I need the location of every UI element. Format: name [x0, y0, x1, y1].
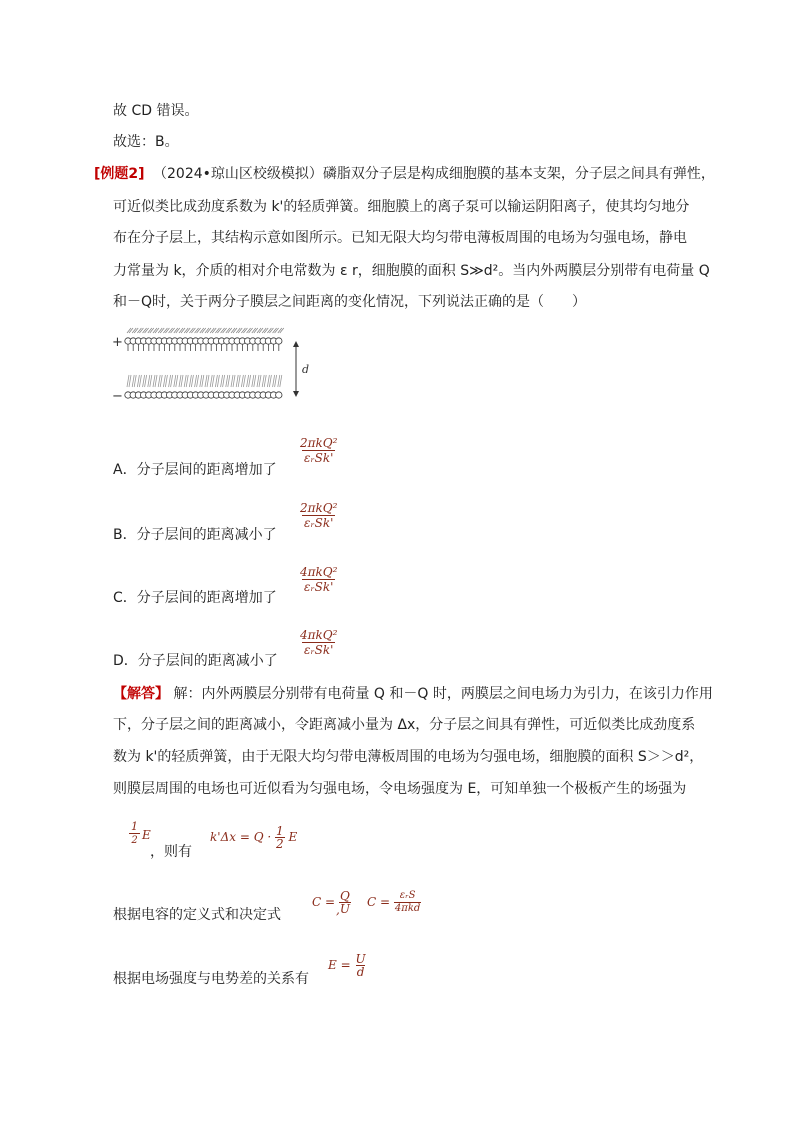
- lipid-tail: [231, 375, 233, 387]
- half-fraction: [129, 820, 140, 847]
- outer-lipid-layer: [125, 328, 284, 351]
- d-label: d: [302, 363, 310, 376]
- option-b-numerator: 2πkQ²: [300, 501, 338, 515]
- lipid-tail: [275, 375, 277, 387]
- option-d-fraction: [298, 628, 339, 657]
- lipid-tail: [171, 375, 173, 387]
- example-line-2: 可近似类比成劲度系数为 k'的轻质弹簧。细胞膜上的离子泵可以输运阴阳离子，使其均匀地分: [113, 199, 690, 215]
- lipid-tail: [176, 375, 178, 387]
- inner-lipid-layer: [125, 375, 282, 398]
- half-numerator: 1: [131, 820, 138, 833]
- spring-equation-left: k'Δx = Q ·: [210, 830, 272, 844]
- c2-numerator: εᵣS: [399, 890, 416, 901]
- lipid-tail: [127, 375, 129, 387]
- example-line-1: （2024•琼山区校级模拟）磷脂双分子层是构成细胞膜的基本支架，分子层之间具有弹性，: [153, 166, 715, 182]
- lipid-tail: [278, 375, 280, 387]
- option-b-fraction: [298, 501, 339, 530]
- lipid-tail: [148, 375, 150, 387]
- lipid-tail: [262, 375, 264, 387]
- spring-half-denominator: 2: [275, 837, 284, 851]
- option-d-label: D．分子层间的距离减小了: [113, 653, 278, 669]
- distance-arrow: [293, 341, 299, 397]
- lipid-tail: [195, 375, 197, 387]
- field-text: 根据电场强度与电势差的关系有: [113, 971, 309, 987]
- example-question: [94, 164, 715, 184]
- lipid-tail: [217, 375, 219, 387]
- lipid-tail: [249, 375, 251, 387]
- lipid-tail: [233, 375, 235, 387]
- membrane-figure: [110, 325, 320, 410]
- spring-equation: [210, 825, 297, 850]
- lipid-tail: [238, 375, 240, 387]
- lipid-tail: [134, 375, 136, 387]
- field-relation: [328, 953, 367, 978]
- capacitance-definition: [312, 890, 351, 915]
- solution-line-4: 则膜层周围的电场也可近似看为匀强电场，令电场强度为 E，可知单独一个极板产生的场强为: [113, 781, 687, 797]
- lipid-tail: [158, 375, 160, 387]
- c1-denominator: U: [339, 902, 351, 916]
- c2-denominator: 4πkd: [394, 903, 421, 914]
- lipid-tail: [186, 375, 188, 387]
- example-tag: [例题2]: [94, 166, 145, 182]
- e-numerator: U: [355, 952, 366, 966]
- then-text: ，则有: [150, 844, 192, 860]
- c1-left: C =: [312, 895, 336, 909]
- prev-line-2: 故选：B。: [113, 134, 179, 150]
- lipid-tail: [273, 375, 275, 387]
- c2-left: C =: [367, 895, 391, 909]
- example-line-3: 布在分子层上，其结构示意如图所示。已知无限大均匀带电薄板周围的电场为匀强电场，静电: [113, 230, 687, 246]
- option-c-fraction: [298, 565, 339, 594]
- lipid-tail: [254, 375, 256, 387]
- option-a-numerator: 2πkQ²: [300, 436, 338, 450]
- lipid-tail: [264, 375, 266, 387]
- e-fraction: [354, 953, 366, 978]
- lipid-tail: [228, 375, 230, 387]
- option-d-numerator: 4πkQ²: [300, 628, 338, 642]
- lipid-tail: [169, 375, 171, 387]
- minus-sign: −: [112, 389, 123, 404]
- lipid-tail: [226, 375, 228, 387]
- lipid-tail: [153, 375, 155, 387]
- lipid-tail: [179, 375, 181, 387]
- plus-sign: +: [112, 335, 123, 350]
- lipid-tail: [145, 375, 147, 387]
- lipid-tail: [132, 375, 134, 387]
- lipid-tail: [210, 375, 212, 387]
- lipid-tail: [137, 375, 139, 387]
- c1-fraction: [339, 890, 351, 915]
- lipid-tail: [257, 375, 259, 387]
- membrane-diagram: [110, 325, 320, 410]
- lipid-tail: [252, 375, 254, 387]
- solution-text-1: 解：内外两膜层分别带有电荷量 Q 和－Q 时，两膜层之间电场力为引力，在该引力作用: [173, 686, 713, 702]
- option-a-label: A．分子层间的距离增加了: [113, 462, 277, 478]
- spring-equation-right: E: [288, 830, 298, 844]
- lipid-tail: [139, 375, 141, 387]
- lipid-tail: [243, 375, 245, 387]
- lipid-tail: [150, 375, 152, 387]
- lipid-tail: [174, 375, 176, 387]
- lipid-tail: [269, 375, 271, 387]
- prev-line-1: 故 CD 错误。: [113, 103, 199, 119]
- half-field-E: E: [142, 828, 151, 842]
- e-denominator: d: [356, 965, 365, 979]
- lipid-tail: [165, 375, 167, 387]
- lipid-head: [276, 392, 282, 398]
- option-b-label: B．分子层间的距离减小了: [113, 527, 277, 543]
- capacitance-determination: [367, 890, 421, 915]
- lipid-tail: [259, 375, 261, 387]
- lipid-tail: [223, 375, 225, 387]
- lipid-tail: [241, 375, 243, 387]
- half-denominator: 2: [131, 835, 138, 846]
- lipid-tail: [202, 375, 204, 387]
- lipid-tail: [236, 375, 238, 387]
- solution-tag: 【解答】: [113, 686, 169, 702]
- lipid-tail: [127, 328, 131, 333]
- lipid-head: [276, 338, 282, 344]
- lipid-tail: [215, 375, 217, 387]
- lipid-tail: [207, 375, 209, 387]
- example-line-4: 力常量为 k，介质的相对介电常数为 ε r，细胞膜的面积 S≫d²。当内外两膜层分别带有电荷量 Q: [113, 263, 710, 279]
- lipid-tail: [160, 375, 162, 387]
- lipid-tail: [191, 375, 193, 387]
- lipid-tail: [200, 375, 202, 387]
- e-left: E =: [328, 958, 351, 972]
- option-c-denominator: εᵣSk': [304, 580, 334, 594]
- lipid-tail: [143, 375, 145, 387]
- lipid-tail: [205, 375, 207, 387]
- lipid-tail: [280, 328, 284, 333]
- lipid-tail: [189, 375, 191, 387]
- option-c-numerator: 4πkQ²: [300, 565, 338, 579]
- solution-line-2: 下，分子层之间的距离减小，令距离减小量为 Δx，分子层之间具有弹性，可近似类比成劲度系: [113, 717, 696, 733]
- solution-line-3: 数为 k'的轻质弹簧，由于无限大均匀带电薄板周围的电场为匀强电场，细胞膜的面积 S＞＞d²，: [113, 749, 704, 765]
- spring-half-fraction: [275, 825, 285, 850]
- lipid-tail: [155, 375, 157, 387]
- lipid-tail: [197, 375, 199, 387]
- lipid-tail: [221, 375, 223, 387]
- capacitance-comma: ,: [336, 903, 340, 917]
- lipid-tail: [212, 375, 214, 387]
- lipid-tail: [129, 375, 131, 387]
- example-line-5: 和－Q时，关于两分子膜层之间距离的变化情况，下列说法正确的是（ ）: [113, 294, 587, 310]
- lipid-tail: [163, 375, 165, 387]
- option-b-denominator: εᵣSk': [304, 516, 334, 530]
- c2-fraction: [394, 890, 421, 915]
- lipid-tail: [280, 375, 282, 387]
- spring-half-numerator: 1: [275, 824, 284, 838]
- lipid-tail: [247, 375, 249, 387]
- lipid-tail: [181, 375, 183, 387]
- c1-numerator: Q: [340, 889, 350, 903]
- capacitance-text: 根据电容的定义式和决定式: [113, 907, 281, 923]
- option-a-fraction: [298, 436, 339, 465]
- lipid-tail: [184, 375, 186, 387]
- option-d-denominator: εᵣSk': [304, 643, 334, 657]
- solution-line-1: [113, 684, 713, 704]
- option-a-denominator: εᵣSk': [304, 451, 334, 465]
- option-c-label: C．分子层间的距离增加了: [113, 590, 277, 606]
- lipid-tail: [267, 375, 269, 387]
